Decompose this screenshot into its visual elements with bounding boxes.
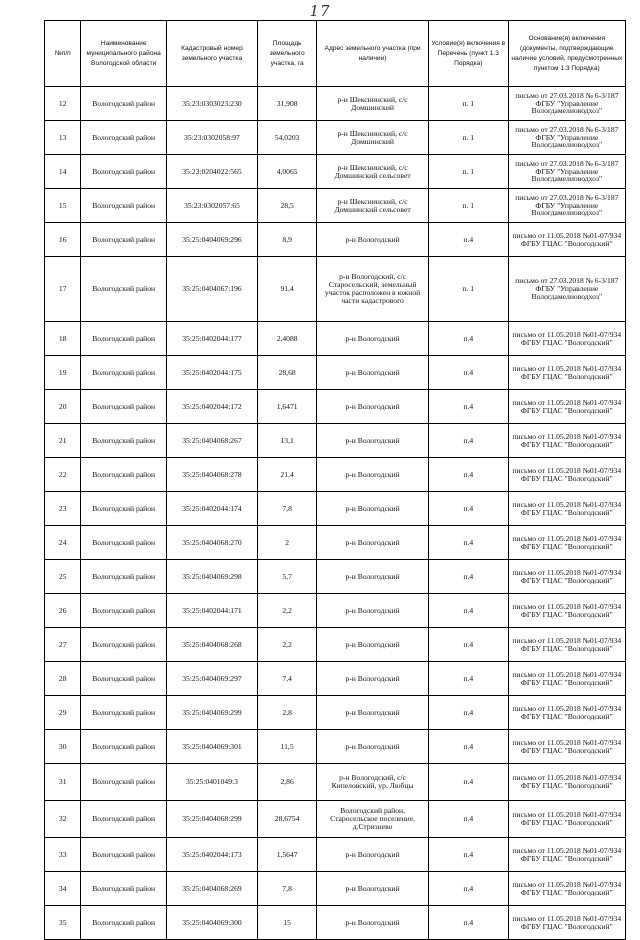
table-row <box>45 628 626 662</box>
condition-cell: п. 1 <box>428 155 508 189</box>
basis-cell: письмо от 11.05.2018 №01-07/934 ФГБУ ГЦАС "Вологодский" <box>508 801 625 838</box>
basis-cell: письмо от 11.05.2018 №01-07/934 ФГБУ ГЦАС "Вологодский" <box>508 764 625 801</box>
area-cell: 2,8 <box>258 696 317 730</box>
table-row <box>45 189 626 223</box>
basis-cell: письмо от 11.05.2018 №01-07/934 ФГБУ ГЦАС "Вологодский" <box>508 322 625 356</box>
row-number-cell: 21 <box>45 424 81 458</box>
area-cell: 2,86 <box>258 764 317 801</box>
table-row <box>45 696 626 730</box>
area-cell: 28,5 <box>258 189 317 223</box>
condition-cell: п. 1 <box>428 87 508 121</box>
address-cell: р-н Шекснинский, с/с Домшинский <box>317 87 429 121</box>
condition-cell: п.4 <box>428 424 508 458</box>
table-row <box>45 356 626 390</box>
table-row <box>45 223 626 257</box>
condition-cell: п.4 <box>428 223 508 257</box>
condition-cell: п.4 <box>428 628 508 662</box>
basis-cell: письмо от 11.05.2018 №01-07/934 ФГБУ ГЦАС "Вологодский" <box>508 424 625 458</box>
condition-cell: п.4 <box>428 390 508 424</box>
condition-cell: п.4 <box>428 356 508 390</box>
condition-cell: п. 1 <box>428 257 508 322</box>
condition-cell: п.4 <box>428 662 508 696</box>
district-cell: Вологодский район <box>81 872 166 906</box>
condition-cell: п.4 <box>428 560 508 594</box>
row-number-cell: 27 <box>45 628 81 662</box>
basis-cell: письмо от 27.03.2018 № 6-3/187 ФГБУ "Управление Вологдамелиоводхоз" <box>508 189 625 223</box>
table-row <box>45 730 626 764</box>
row-number-cell: 31 <box>45 764 81 801</box>
header-district: Наименование муниципального района Вологодской области <box>81 21 166 87</box>
address-cell: р-н Вологодский <box>317 356 429 390</box>
cadastral-number-cell: 35:25:0402044:173 <box>166 838 257 872</box>
cadastral-number-cell: 35:25:0401049:3 <box>166 764 257 801</box>
row-number-cell: 25 <box>45 560 81 594</box>
land-plot-register-table <box>44 20 626 940</box>
address-cell: р-н Шекснинский, с/с Домшинский сельсовет <box>317 189 429 223</box>
area-cell: 8,9 <box>258 223 317 257</box>
district-cell: Вологодский район <box>81 257 166 322</box>
basis-cell: письмо от 11.05.2018 №01-07/934 ФГБУ ГЦАС "Вологодский" <box>508 628 625 662</box>
header-row <box>45 21 626 87</box>
address-cell: р-н Вологодский <box>317 424 429 458</box>
basis-cell: письмо от 11.05.2018 №01-07/934 ФГБУ ГЦАС "Вологодский" <box>508 390 625 424</box>
condition-cell: п.4 <box>428 838 508 872</box>
table-row <box>45 764 626 801</box>
condition-cell: п.4 <box>428 730 508 764</box>
basis-cell: письмо от 11.05.2018 №01-07/934 ФГБУ ГЦАС "Вологодский" <box>508 356 625 390</box>
table-row <box>45 390 626 424</box>
area-cell: 4,0065 <box>258 155 317 189</box>
row-number-cell: 26 <box>45 594 81 628</box>
cadastral-number-cell: 35:25:0404068:267 <box>166 424 257 458</box>
row-number-cell: 17 <box>45 257 81 322</box>
area-cell: 5,7 <box>258 560 317 594</box>
area-cell: 2 <box>258 526 317 560</box>
condition-cell: п.4 <box>428 322 508 356</box>
table-row <box>45 155 626 189</box>
district-cell: Вологодский район <box>81 223 166 257</box>
district-cell: Вологодский район <box>81 801 166 838</box>
table-row <box>45 492 626 526</box>
row-number-cell: 30 <box>45 730 81 764</box>
area-cell: 1,6471 <box>258 390 317 424</box>
address-cell: р-н Вологодский <box>317 594 429 628</box>
row-number-cell: 35 <box>45 906 81 940</box>
basis-cell: письмо от 11.05.2018 №01-07/934 ФГБУ ГЦАС "Вологодский" <box>508 594 625 628</box>
condition-cell: п.4 <box>428 872 508 906</box>
address-cell: р-н Вологодский <box>317 492 429 526</box>
cadastral-number-cell: 35:25:0404069:300 <box>166 906 257 940</box>
district-cell: Вологодский район <box>81 492 166 526</box>
cadastral-number-cell: 35:25:0404069:297 <box>166 662 257 696</box>
condition-cell: п.4 <box>428 801 508 838</box>
address-cell: р-н Вологодский <box>317 696 429 730</box>
area-cell: 7,8 <box>258 492 317 526</box>
address-cell: р-н Вологодский <box>317 526 429 560</box>
row-number-cell: 33 <box>45 838 81 872</box>
address-cell: р-н Вологодский, с/с Старосельский, земельный участок расположен в южной части кадастрового <box>317 257 429 322</box>
cadastral-number-cell: 35:25:0402044:175 <box>166 356 257 390</box>
condition-cell: п.4 <box>428 594 508 628</box>
table-row <box>45 458 626 492</box>
address-cell: р-н Вологодский <box>317 390 429 424</box>
basis-cell: письмо от 11.05.2018 №01-07/934 ФГБУ ГЦАС "Вологодский" <box>508 730 625 764</box>
table-body <box>45 87 626 940</box>
row-number-cell: 28 <box>45 662 81 696</box>
district-cell: Вологодский район <box>81 356 166 390</box>
table-row <box>45 257 626 322</box>
area-cell: 11,5 <box>258 730 317 764</box>
area-cell: 54,0203 <box>258 121 317 155</box>
header-address: Адрес земельного участка (при наличии) <box>317 21 429 87</box>
condition-cell: п.4 <box>428 696 508 730</box>
area-cell: 91,4 <box>258 257 317 322</box>
row-number-cell: 29 <box>45 696 81 730</box>
cadastral-number-cell: 35:25:0404068:299 <box>166 801 257 838</box>
row-number-cell: 22 <box>45 458 81 492</box>
address-cell: р-н Вологодский <box>317 872 429 906</box>
district-cell: Вологодский район <box>81 906 166 940</box>
table-row <box>45 838 626 872</box>
cadastral-number-cell: 35:25:0404068:269 <box>166 872 257 906</box>
district-cell: Вологодский район <box>81 121 166 155</box>
page-number: 17 <box>309 2 331 20</box>
address-cell: р-н Вологодский <box>317 322 429 356</box>
row-number-cell: 19 <box>45 356 81 390</box>
basis-cell: письмо от 11.05.2018 №01-07/934 ФГБУ ГЦАС "Вологодский" <box>508 492 625 526</box>
table-row <box>45 801 626 838</box>
area-cell: 7,8 <box>258 872 317 906</box>
row-number-cell: 18 <box>45 322 81 356</box>
district-cell: Вологодский район <box>81 628 166 662</box>
row-number-cell: 24 <box>45 526 81 560</box>
basis-cell: письмо от 27.03.2018 № 6-3/187 ФГБУ "Управление Вологдамелиоводхоз" <box>508 155 625 189</box>
header-cadastral-number: Кадастровый номер земельного участка <box>166 21 257 87</box>
cadastral-number-cell: 35:25:0404069:301 <box>166 730 257 764</box>
address-cell: р-н Вологодский <box>317 730 429 764</box>
address-cell: р-н Вологодский, с/с Кипеловский, ур. Любцы <box>317 764 429 801</box>
district-cell: Вологодский район <box>81 458 166 492</box>
cadastral-number-cell: 35:25:0402044:177 <box>166 322 257 356</box>
cadastral-number-cell: 35:25:0404067:196 <box>166 257 257 322</box>
address-cell: р-н Шекснинский, с/с Домшинский сельсовет <box>317 155 429 189</box>
table-row <box>45 662 626 696</box>
table-row <box>45 872 626 906</box>
row-number-cell: 20 <box>45 390 81 424</box>
address-cell: р-н Шекснинский, с/с Домшинский <box>317 121 429 155</box>
basis-cell: письмо от 27.03.2018 № 6-3/187 ФГБУ "Управление Вологдамелиоводхоз" <box>508 121 625 155</box>
area-cell: 2,4088 <box>258 322 317 356</box>
table-row <box>45 560 626 594</box>
cadastral-number-cell: 35:25:0404068:270 <box>166 526 257 560</box>
area-cell: 28,68 <box>258 356 317 390</box>
basis-cell: письмо от 11.05.2018 №01-07/934 ФГБУ ГЦАС "Вологодский" <box>508 906 625 940</box>
table-row <box>45 526 626 560</box>
cadastral-number-cell: 35:25:0404069:299 <box>166 696 257 730</box>
header-area: Площадь земельного участка, га <box>258 21 317 87</box>
district-cell: Вологодский район <box>81 87 166 121</box>
basis-cell: письмо от 11.05.2018 №01-07/934 ФГБУ ГЦАС "Вологодский" <box>508 872 625 906</box>
area-cell: 1,5647 <box>258 838 317 872</box>
basis-cell: письмо от 11.05.2018 №01-07/934 ФГБУ ГЦАС "Вологодский" <box>508 696 625 730</box>
area-cell: 31,908 <box>258 87 317 121</box>
condition-cell: п.4 <box>428 526 508 560</box>
table-row <box>45 906 626 940</box>
district-cell: Вологодский район <box>81 560 166 594</box>
table-row <box>45 87 626 121</box>
district-cell: Вологодский район <box>81 390 166 424</box>
cadastral-number-cell: 35:23:0302057:65 <box>166 189 257 223</box>
basis-cell: письмо от 11.05.2018 №01-07/934 ФГБУ ГЦАС "Вологодский" <box>508 458 625 492</box>
cadastral-number-cell: 35:23:0303023:230 <box>166 87 257 121</box>
address-cell: р-н Вологодский <box>317 223 429 257</box>
condition-cell: п.4 <box>428 764 508 801</box>
basis-cell: письмо от 27.03.2018 № 6-3/187 ФГБУ "Управление Вологдамелиоводхоз" <box>508 257 625 322</box>
district-cell: Вологодский район <box>81 526 166 560</box>
condition-cell: п.4 <box>428 458 508 492</box>
row-number-cell: 16 <box>45 223 81 257</box>
area-cell: 28,6754 <box>258 801 317 838</box>
area-cell: 13,1 <box>258 424 317 458</box>
table-header <box>45 21 626 87</box>
row-number-cell: 13 <box>45 121 81 155</box>
address-cell: р-н Вологодский <box>317 906 429 940</box>
area-cell: 2,2 <box>258 594 317 628</box>
table-row <box>45 322 626 356</box>
condition-cell: п. 1 <box>428 121 508 155</box>
cadastral-number-cell: 35:25:0402044:174 <box>166 492 257 526</box>
address-cell: Вологодский район, Старосельское поселение, д.Стризнево <box>317 801 429 838</box>
basis-cell: письмо от 11.05.2018 №01-07/934 ФГБУ ГЦАС "Вологодский" <box>508 838 625 872</box>
basis-cell: письмо от 11.05.2018 №01-07/934 ФГБУ ГЦАС "Вологодский" <box>508 662 625 696</box>
cadastral-number-cell: 35:25:0404068:278 <box>166 458 257 492</box>
row-number-cell: 32 <box>45 801 81 838</box>
row-number-cell: 34 <box>45 872 81 906</box>
area-cell: 2,2 <box>258 628 317 662</box>
cadastral-number-cell: 35:25:0402044:171 <box>166 594 257 628</box>
address-cell: р-н Вологодский <box>317 662 429 696</box>
basis-cell: письмо от 11.05.2018 №01-07/934 ФГБУ ГЦАС "Вологодский" <box>508 560 625 594</box>
row-number-cell: 15 <box>45 189 81 223</box>
basis-cell: письмо от 27.03.2018 № 6-3/187 ФГБУ "Управление Вологдамелиоводхоз" <box>508 87 625 121</box>
cadastral-number-cell: 35:25:0404068:268 <box>166 628 257 662</box>
cadastral-number-cell: 35:23:0302058:97 <box>166 121 257 155</box>
area-cell: 7,4 <box>258 662 317 696</box>
cadastral-number-cell: 35:25:0404069:298 <box>166 560 257 594</box>
address-cell: р-н Вологодский <box>317 838 429 872</box>
condition-cell: п.4 <box>428 492 508 526</box>
district-cell: Вологодский район <box>81 730 166 764</box>
cadastral-number-cell: 35:25:0404069:296 <box>166 223 257 257</box>
cadastral-number-cell: 35:25:0402044:172 <box>166 390 257 424</box>
header-basis: Основание(я) включения (документы, подтверждающие наличие условий, предусмотренных пунктом 1.3 Порядка) <box>508 21 625 87</box>
district-cell: Вологодский район <box>81 662 166 696</box>
address-cell: р-н Вологодский <box>317 628 429 662</box>
district-cell: Вологодский район <box>81 764 166 801</box>
cadastral-number-cell: 35:23:0204022:565 <box>166 155 257 189</box>
district-cell: Вологодский район <box>81 155 166 189</box>
district-cell: Вологодский район <box>81 322 166 356</box>
basis-cell: письмо от 11.05.2018 №01-07/934 ФГБУ ГЦАС "Вологодский" <box>508 223 625 257</box>
area-cell: 15 <box>258 906 317 940</box>
row-number-cell: 14 <box>45 155 81 189</box>
row-number-cell: 12 <box>45 87 81 121</box>
table-row <box>45 121 626 155</box>
district-cell: Вологодский район <box>81 696 166 730</box>
district-cell: Вологодский район <box>81 838 166 872</box>
district-cell: Вологодский район <box>81 424 166 458</box>
area-cell: 21,4 <box>258 458 317 492</box>
district-cell: Вологодский район <box>81 594 166 628</box>
address-cell: р-н Вологодский <box>317 458 429 492</box>
table-row <box>45 424 626 458</box>
basis-cell: письмо от 11.05.2018 №01-07/934 ФГБУ ГЦАС "Вологодский" <box>508 526 625 560</box>
condition-cell: п. 1 <box>428 189 508 223</box>
row-number-cell: 23 <box>45 492 81 526</box>
header-number: №п/п <box>45 21 81 87</box>
address-cell: р-н Вологодский <box>317 560 429 594</box>
header-condition: Условие(я) включения в Перечень (пункт 1.3 Порядка) <box>428 21 508 87</box>
district-cell: Вологодский район <box>81 189 166 223</box>
table-row <box>45 594 626 628</box>
condition-cell: п.4 <box>428 906 508 940</box>
